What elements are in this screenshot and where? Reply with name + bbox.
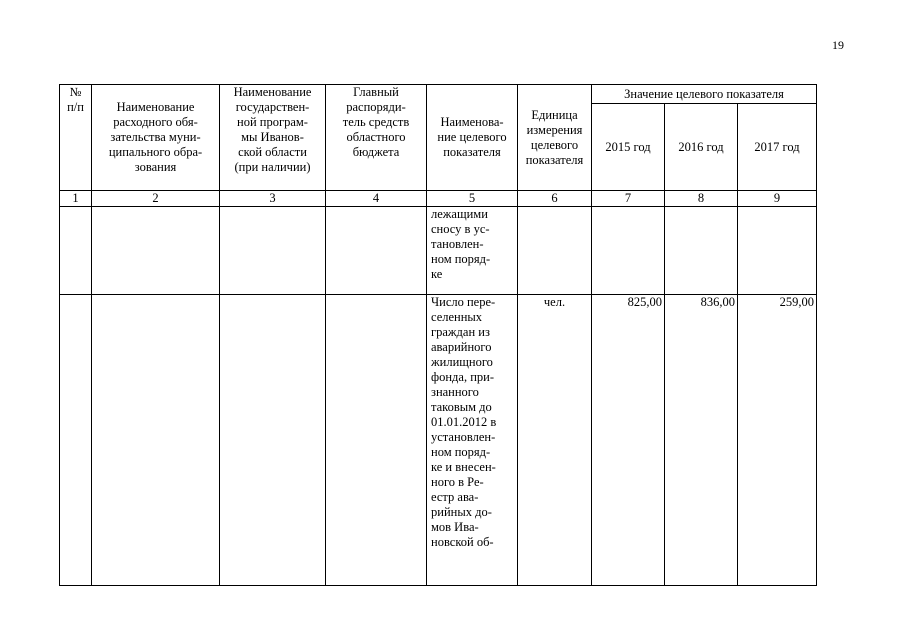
program-cell: [220, 295, 326, 586]
obligation-cell: [92, 295, 220, 586]
manager-cell: [326, 207, 427, 295]
value-2015-cell: [592, 207, 665, 295]
column-number: 4: [326, 191, 427, 207]
header-year-2015: 2015 год: [592, 104, 665, 191]
column-number: 1: [60, 191, 92, 207]
column-number: 5: [427, 191, 518, 207]
header-indicator-value-group: Значение целевого показателя: [592, 85, 817, 104]
header-year-2016: 2016 год: [665, 104, 738, 191]
manager-cell: [326, 295, 427, 586]
header-budget-manager: Главный распоряди- тель средств областного бюджета: [326, 85, 427, 191]
row-number-cell: [60, 207, 92, 295]
value-2016-cell: 836,00: [665, 295, 738, 586]
header-obligation-name: Наименование расходного обя- зательства муни- ципального обра- зования: [92, 85, 220, 191]
header-number: № п/п: [60, 85, 92, 191]
value-2017-cell: [738, 207, 817, 295]
header-state-program: Наименование государствен- ной програм- мы Иванов- ской области (при наличии): [220, 85, 326, 191]
header-indicator-name: Наименова- ние целевого показателя: [427, 85, 518, 191]
value-2017-cell: 259,00: [738, 295, 817, 586]
column-number: 6: [518, 191, 592, 207]
table-row: [60, 207, 817, 295]
unit-cell: чел.: [518, 295, 592, 586]
header-row-1: [60, 85, 817, 104]
header-unit: Единица измерения целевого показателя: [518, 85, 592, 191]
value-2015-cell: 825,00: [592, 295, 665, 586]
column-number: 9: [738, 191, 817, 207]
obligation-cell: [92, 207, 220, 295]
value-2016-cell: [665, 207, 738, 295]
unit-cell: [518, 207, 592, 295]
table-row: [60, 295, 817, 586]
column-number: 8: [665, 191, 738, 207]
column-number: 3: [220, 191, 326, 207]
header-year-2017: 2017 год: [738, 104, 817, 191]
row-number-cell: [60, 295, 92, 586]
target-indicators-table: [59, 84, 817, 586]
indicator-cell: Число пере- селенных граждан из аварийного жилищного фонда, при- знанного таковым до 01.01.2012 в установлен- ном поряд- ке и внесен- ного в Ре- естр ава- рийных до- мов Ива- новской об-: [427, 295, 518, 586]
page-number: 19: [832, 38, 844, 52]
column-number: 2: [92, 191, 220, 207]
program-cell: [220, 207, 326, 295]
column-number-row: [60, 191, 817, 207]
column-number: 7: [592, 191, 665, 207]
indicator-cell: лежащими сносу в ус- тановлен- ном поряд- ке: [427, 207, 518, 295]
